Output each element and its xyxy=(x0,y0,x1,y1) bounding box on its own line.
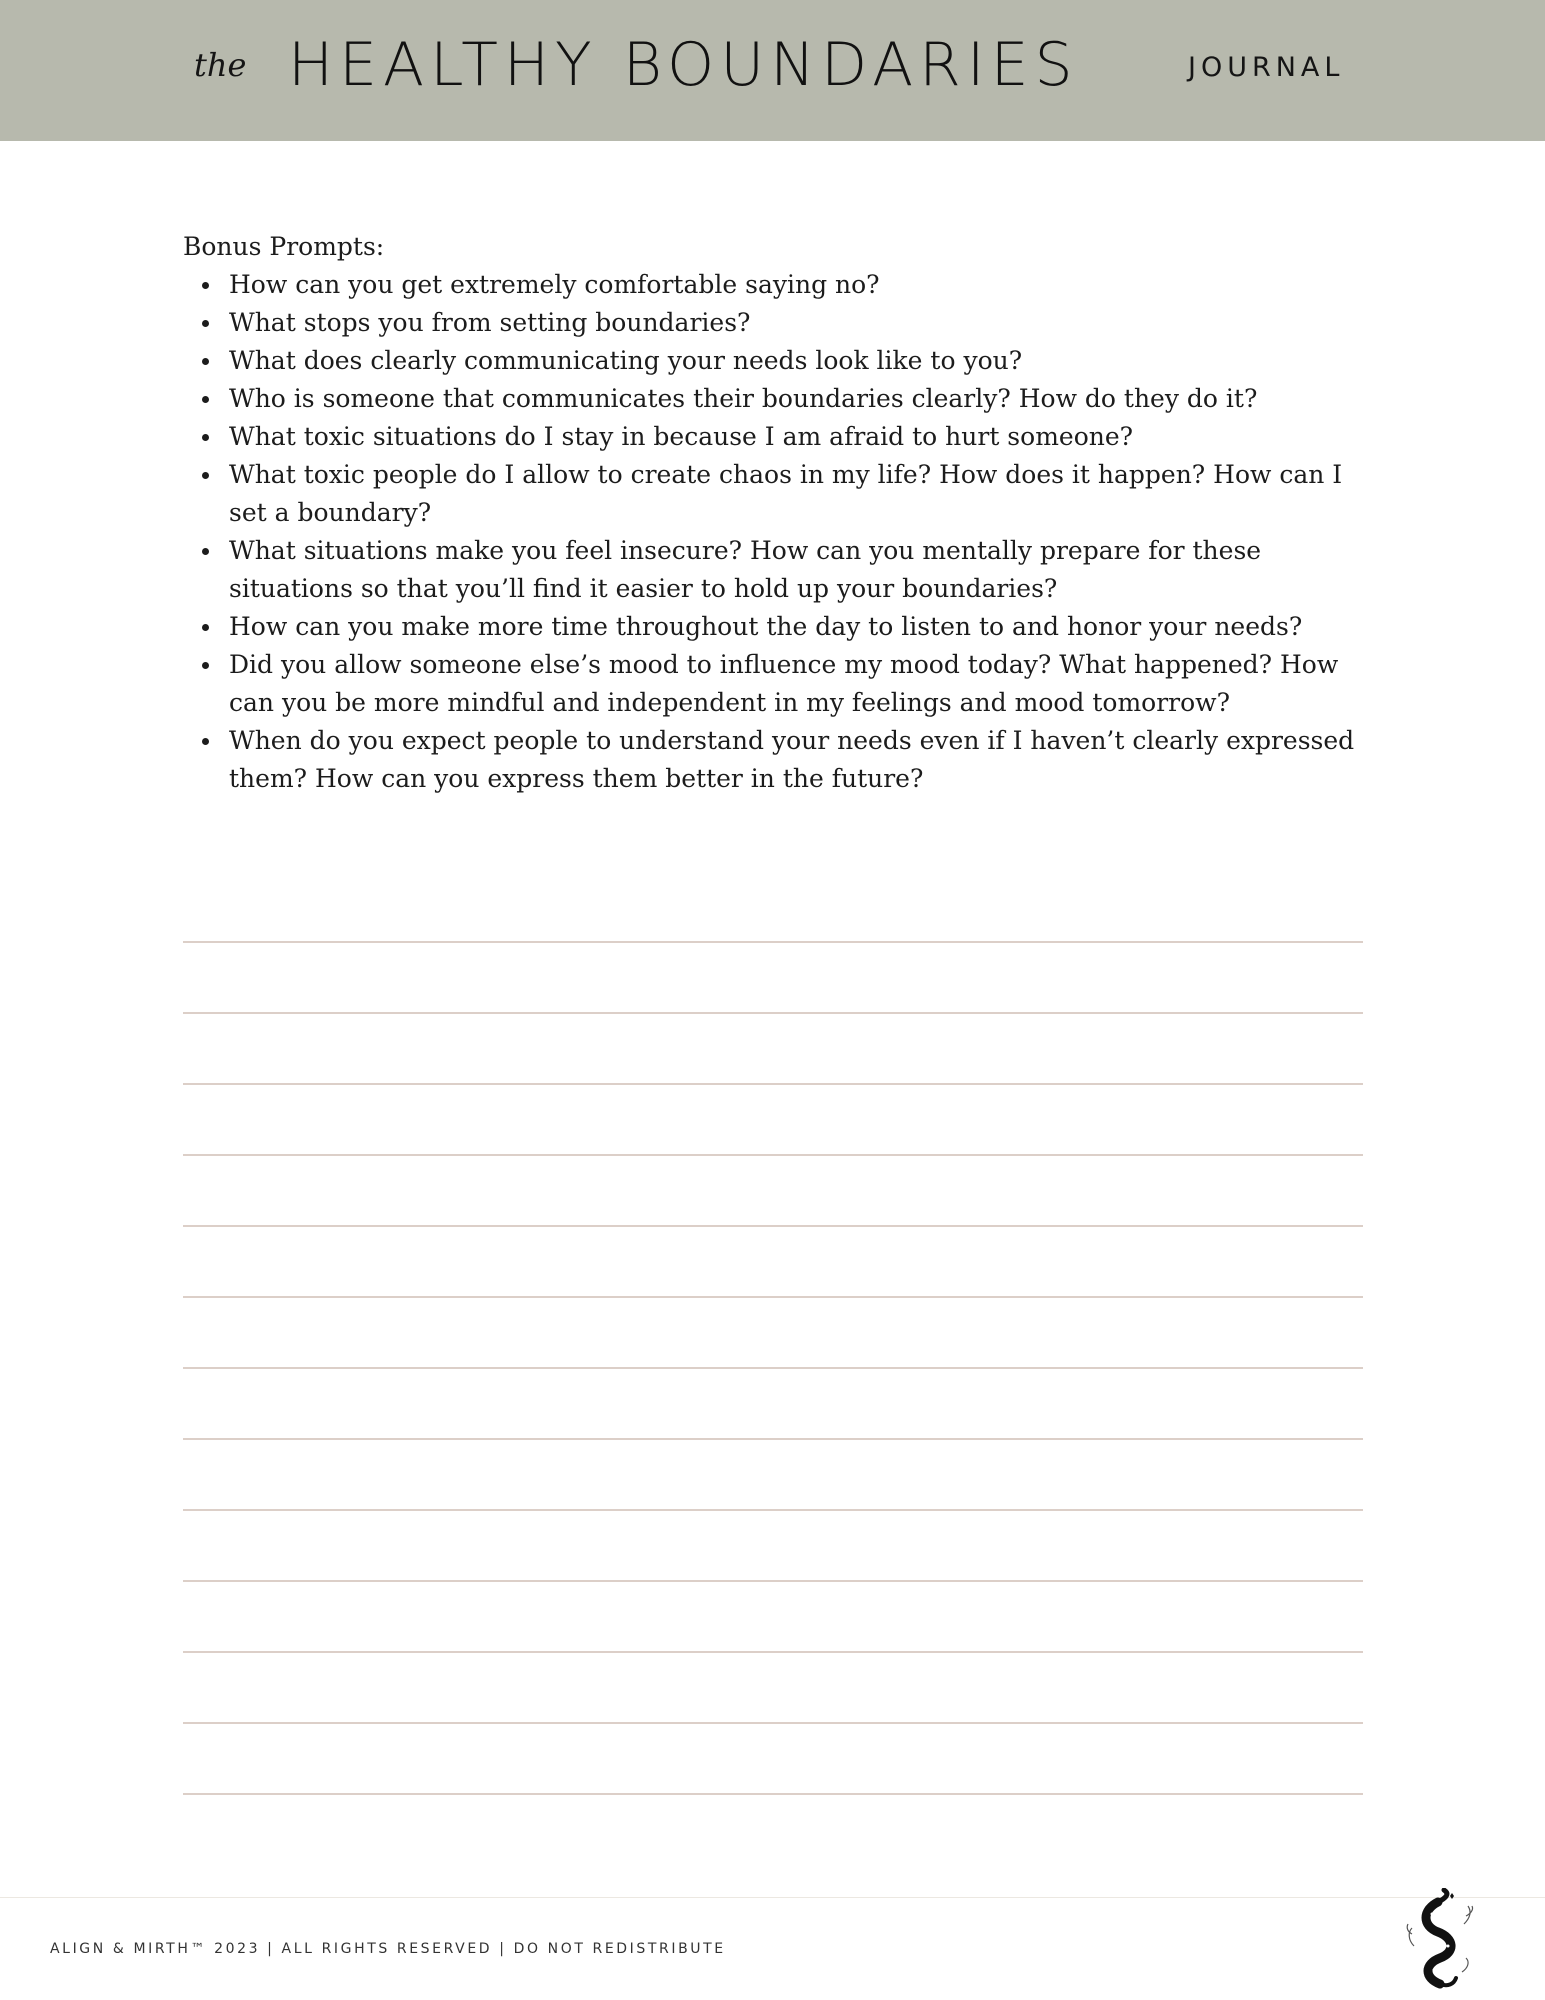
prompt-item: Who is someone that communicates their boundaries clearly? How do they do it? xyxy=(229,380,1383,418)
prompt-item: What situations make you feel insecure? How can you mentally prepare for these situations so that you’ll find it easier to hold up your boundaries? xyxy=(229,532,1383,608)
prompt-item: What toxic people do I allow to create chaos in my life? How does it happen? How can I set a boundary? xyxy=(229,456,1383,532)
footer-divider xyxy=(0,1897,1545,1898)
title-prefix: the xyxy=(194,46,247,84)
writing-line xyxy=(183,1509,1363,1580)
snake-logo-icon xyxy=(1404,1888,1476,1994)
title-suffix: JOURNAL xyxy=(1188,52,1345,83)
prompts-list xyxy=(183,266,1383,798)
prompt-item: When do you expect people to understand your needs even if I haven’t clearly expressed them? How can you express them better in the future? xyxy=(229,722,1383,798)
writing-line xyxy=(183,1580,1363,1651)
prompt-item: What toxic situations do I stay in because I am afraid to hurt someone? xyxy=(229,418,1383,456)
prompt-item: Did you allow someone else’s mood to influence my mood today? What happened? How can you be more mindful and independent in my feelings and mood tomorrow? xyxy=(229,646,1383,722)
writing-line xyxy=(183,1296,1363,1367)
writing-line xyxy=(183,941,1363,1012)
writing-line xyxy=(183,1651,1363,1722)
writing-line xyxy=(183,1083,1363,1154)
prompt-item: What does clearly communicating your needs look like to you? xyxy=(229,342,1383,380)
writing-line xyxy=(183,1367,1363,1438)
writing-lines xyxy=(183,941,1363,1864)
writing-line xyxy=(183,1722,1363,1793)
bonus-prompts-section xyxy=(183,228,1383,798)
prompts-heading: Bonus Prompts: xyxy=(183,232,385,261)
writing-line xyxy=(183,1225,1363,1296)
footer-copyright: ALIGN & MIRTH™ 2023 | ALL RIGHTS RESERVED | DO NOT REDISTRIBUTE xyxy=(50,1941,726,1957)
writing-line xyxy=(183,1438,1363,1509)
header-banner xyxy=(0,0,1545,141)
writing-line xyxy=(183,1154,1363,1225)
prompt-item: How can you make more time throughout the day to listen to and honor your needs? xyxy=(229,608,1383,646)
prompt-item: How can you get extremely comfortable saying no? xyxy=(229,266,1383,304)
page-title: HEALTHY BOUNDARIES xyxy=(288,30,1079,100)
writing-line xyxy=(183,1793,1363,1864)
prompt-item: What stops you from setting boundaries? xyxy=(229,304,1383,342)
writing-line xyxy=(183,1012,1363,1083)
